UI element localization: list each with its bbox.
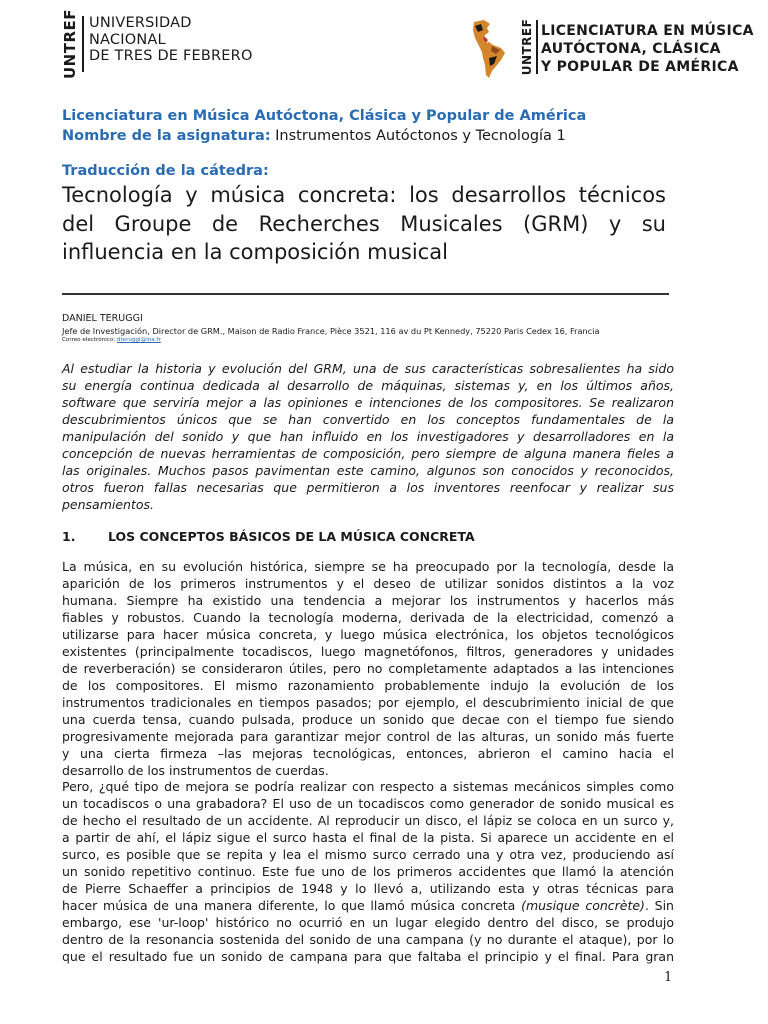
untref-vertical-wordmark: UNTREF (520, 18, 534, 76)
subject-value: Instrumentos Autóctonos y Tecnología 1 (270, 128, 566, 144)
author-name: DANIEL TERUGGI (62, 313, 143, 324)
body-line: desarrollo de los instrumentos de cuerdas. (62, 763, 329, 778)
body-line: dentro de la resonancia sostenida del sonido de una campana (y no durante el ataque), por lo (62, 932, 674, 947)
body-line: humana. Siempre ha existido una tendencia a mejorar los instrumentos y hacerlos más (62, 593, 674, 608)
body-paragraph (62, 778, 674, 965)
body-line: de los compositores. El mismo razonamiento probablemente indujo la evolución de los (62, 678, 674, 693)
abstract-line: su energía continua dedicada al desarrollo de máquinas, sistemas y, en los últimos años, (62, 378, 674, 393)
logo-divider (536, 20, 538, 74)
body-line: de Pierre Schaeffer a principios de 1948 y lo llevó a, utilizando esta y otras técnicas para (62, 881, 674, 896)
body-line: una cuerda tensa, cuando pulsada, produce un sonido que decae con el tiempo fue siendo (62, 712, 674, 727)
body-line-text: hacer música de una manera diferente, lo que llamó música concreta (62, 898, 522, 913)
americas-map-icon (470, 18, 514, 80)
body-line-italic: (musique concrète) (521, 898, 645, 913)
body-line: de reverberación) se consideraron útiles, pero no completamente adaptados a las intenciones (62, 661, 674, 676)
page-number: 1 (664, 970, 673, 985)
body-paragraph (62, 558, 674, 779)
program-name-line: Y POPULAR DE AMÉRICA (541, 59, 739, 75)
abstract-line: las originales. Muchos pasos pavimentan este camino, algunos son conocidos y reconocidos, (62, 463, 674, 478)
abstract-line: Al estudiar la historia y evolución del GRM, una de sus características sobresalientes ha sido (62, 361, 674, 376)
abstract-line: manipulación del sonido y que han influido en los investigadores y desarrolladores en la (62, 429, 674, 444)
university-logo (61, 8, 322, 80)
program-name (541, 22, 754, 76)
university-name-line: UNIVERSIDAD (89, 15, 192, 31)
author-affiliation: Jefe de Investigación, Director de GRM., Maison de Radio France, Pièce 3521, 116 av du Pt Kennedy, 75220 Paris Cedex 16, Francia (62, 326, 600, 336)
abstract-line: software que serviría mejor a las opiniones e intenciones de los compositores. Se realizaron (62, 395, 674, 410)
body-line-text: . Sin (644, 898, 674, 913)
email-link[interactable]: dteruggi@ina.fr (116, 337, 161, 343)
university-name-line: DE TRES DE FEBRERO (89, 48, 253, 64)
body-line: aparición de los primeros instrumentos y el deseo de utilizar sonidos distintos a la voz (62, 576, 674, 591)
body-line (62, 897, 674, 914)
translation-label: Traducción de la cátedra: (62, 163, 269, 179)
untref-vertical-wordmark: UNTREF (61, 8, 79, 80)
program-name-line: AUTÓCTONA, CLÁSICA (541, 41, 721, 57)
body-line: utilizarse para hacer música concreta, y luego música electrónica, los objetos tecnológicos (62, 627, 674, 642)
section-number: 1. (62, 529, 76, 544)
author-email (62, 337, 161, 343)
university-name (89, 15, 253, 65)
body-line: instrumentos tradicionales en tiempos pasados; por ejemplo, el descubrimiento inicial de que (62, 695, 674, 710)
body-line: de hecho el resultado de un accidente. Al reproducir un disco, el lápiz se coloca en un surco y, (62, 813, 674, 828)
body-line: un sonido repetitivo continuo. Este fue uno de los primeros accidentes que llamó la atención (62, 864, 674, 879)
subject-label: Nombre de la asignatura: (62, 128, 271, 144)
body-line: progresivamente mejorada para garantizar mejor control de las alturas, un sonido más fuerte (62, 729, 674, 744)
body-line: a partir de ahí, el lápiz sigue el surco hasta el final de la pista. Si aparece un accidente en el (62, 830, 674, 845)
abstract-line: otros fueron fallas necesarias que permitieron a los inventores reenfocar y realizar sus (62, 480, 674, 495)
abstract-line: descubrimientos únicos que se han convertido en los conceptos fundamentales de la (62, 412, 674, 427)
body-line: y una cierta firmeza –las mejoras tecnológicas, entonces, abrieron el camino hacia el (62, 746, 674, 761)
title-divider (62, 293, 669, 295)
document-title: Tecnología y música concreta: los desarrollos técnicos del Groupe de Recherches Musicales (GRM) y su influencia en la composición musical (62, 183, 666, 264)
section-title: LOS CONCEPTOS BÁSICOS DE LA MÚSICA CONCRETA (108, 529, 475, 544)
abstract-line: concepción de nuevas herramientas de composición, pero siempre de alguna manera fieles a (62, 446, 674, 461)
body-line: que el resultado fue un sonido de campana para que faltaba el principio y el final. Para gran (62, 949, 674, 964)
logo-divider (82, 16, 84, 72)
body-line: La música, en su evolución histórica, siempre se ha preocupado por la tecnología, desde la (62, 559, 674, 574)
body-line: existentes (principalmente tocadiscos, luego magnetófonos, filtros, generadores y unidades (62, 644, 674, 659)
body-line: un tocadiscos o una grabadora? El uso de un tocadiscos como generador de sonido musical es (62, 796, 674, 811)
program-name-line: LICENCIATURA EN MÚSICA (541, 23, 754, 39)
body-line: embargo, ese 'ur-loop' histórico no ocurrió en un lugar elegido dentro del disco, se produjo (62, 915, 674, 930)
section-heading (62, 529, 475, 544)
abstract-line: pensamientos. (62, 497, 155, 512)
university-name-line: NACIONAL (89, 31, 166, 48)
body-line: fiables y robustos. Cuando la tecnología moderna, derivada de la electricidad, comenzó a (62, 610, 674, 625)
program-logo (470, 18, 760, 80)
subject-heading (62, 128, 566, 144)
program-heading: Licenciatura en Música Autóctona, Clásica y Popular de América (62, 108, 587, 124)
abstract (62, 360, 674, 513)
body-line: surco, es posible que se repita y lea el mismo surco cerrado una y otra vez, produciendo así (62, 847, 674, 862)
email-label: Correo electrónico: (62, 337, 117, 343)
body-line: Pero, ¿qué tipo de mejora se podría realizar con respecto a sistemas mecánicos simples como (62, 779, 674, 794)
